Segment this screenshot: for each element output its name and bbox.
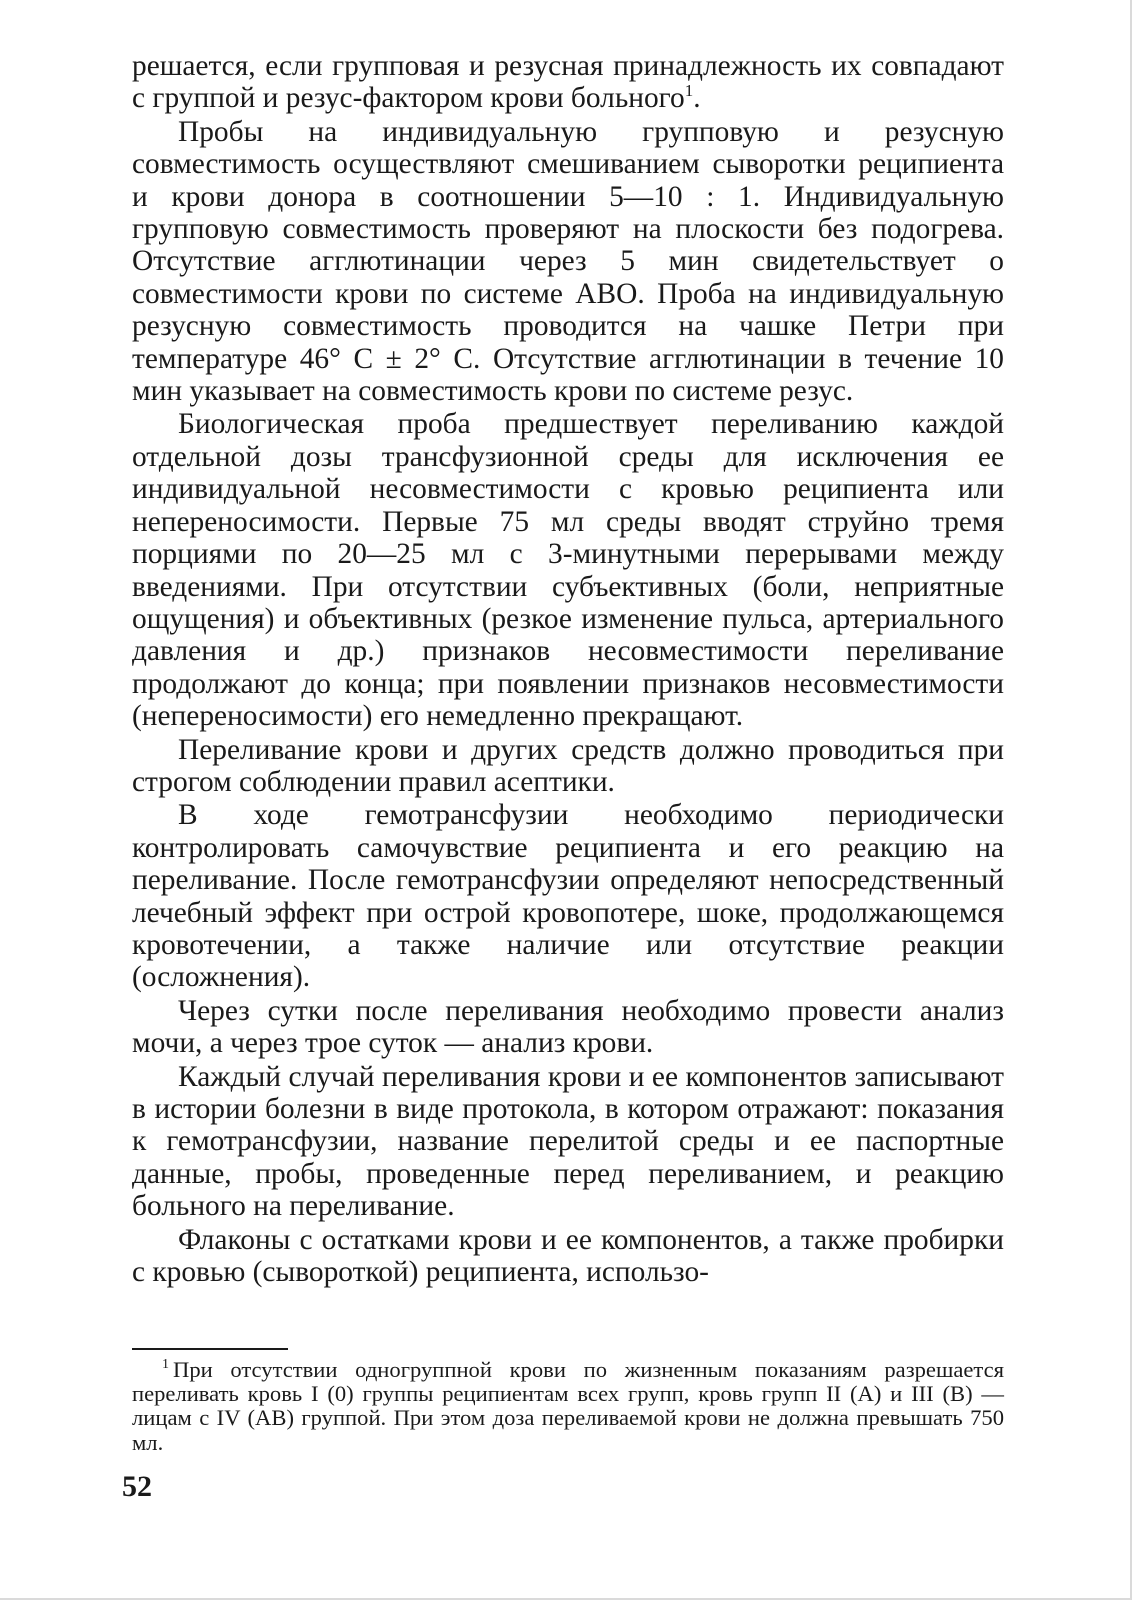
page-number: 52 (122, 1470, 152, 1503)
paragraph-compatibility-tests: Пробы на индивидуальную групповую и резусную совместимость осуществляют смешиванием сыворотки реципиента и крови донора в соотношении 5—10 : 1. Индивидуальную групповую совместимость проверяют на плоскости без подогрева. Отсутствие агглютинации через 5 мин свидетельствует о совместимости крови по системе АВО. Проба на индивидуальную резусную совместимость проводится на чашке Петри при температуре 46° С ± 2° С. Отсутствие агглютинации в течение 10 мин указывает на совместимость крови по системе резус. (132, 115, 1004, 408)
body-text (132, 50, 1004, 1288)
footnote-text: При отсутствии одногруппной крови по жизненным показаниям разрешается переливать кровь I (0) группы реципиентам всех групп, кровь групп II (А) и III (В) — лицам с IV (АВ) группой. При этом доза переливаемой крови не должна превышать 750 мл. (132, 1357, 1004, 1455)
paragraph-monitoring: В ходе гемотрансфузии необходимо периодически контролировать самочувствие реципиента и его реакцию на переливание. После гемотрансфузии определяют непосредственный лечебный эффект при острой кровопотере, шоке, продолжающемся кровотечении, а также наличие или отсутствие реакции (осложнения). (132, 799, 1004, 994)
paragraph-biological-test: Биологическая проба предшествует переливанию каждой отдельной дозы трансфузионной среды для исключения ее индивидуальной несовместимости с кровью реципиента или непереносимости. Первые 75 мл среды вводят струйно тремя порциями по 20—25 мл с 3-минутными перерывами между введениями. При отсутствии субъективных (боли, неприятные ощущения) и объективных (резкое изменение пульса, артериального давления и др.) признаков несовместимости переливание продолжают до конца; при появлении признаков несовместимости (непереносимости) его немедленно прекращают. (132, 408, 1004, 733)
paragraph-text: решается, если групповая и резусная принадлежность их совпадают с группой и резус-фактором крови больного (132, 50, 1004, 115)
paragraph-vials: Флаконы с остатками крови и ее компонентов, а также пробирки с кровью (сывороткой) реципиента, использо- (132, 1223, 1004, 1289)
paragraph-asepsis: Переливание крови и других средств должно проводиться при строгом соблюдении правил асептики. (132, 733, 1004, 798)
footnote-reference: 1 (684, 81, 694, 101)
paragraph-followup-analysis: Через сутки после переливания необходимо провести анализ мочи, а через трое суток — анализ крови. (132, 994, 1004, 1060)
paragraph-continuation (132, 50, 1004, 115)
footnote-mark: 1 (162, 1357, 169, 1373)
footnote-divider (132, 1348, 288, 1350)
footnote (132, 1358, 1004, 1455)
paragraph-protocol: Каждый случай переливания крови и ее компонентов записывают в истории болезни в виде протокола, в котором отражают: показания к гемотрансфузии, название перелитой среды и ее паспортные данные, пробы, проведенные перед переливанием, и реакцию больного на переливание. (132, 1060, 1004, 1223)
paragraph-tail: . (693, 82, 701, 115)
